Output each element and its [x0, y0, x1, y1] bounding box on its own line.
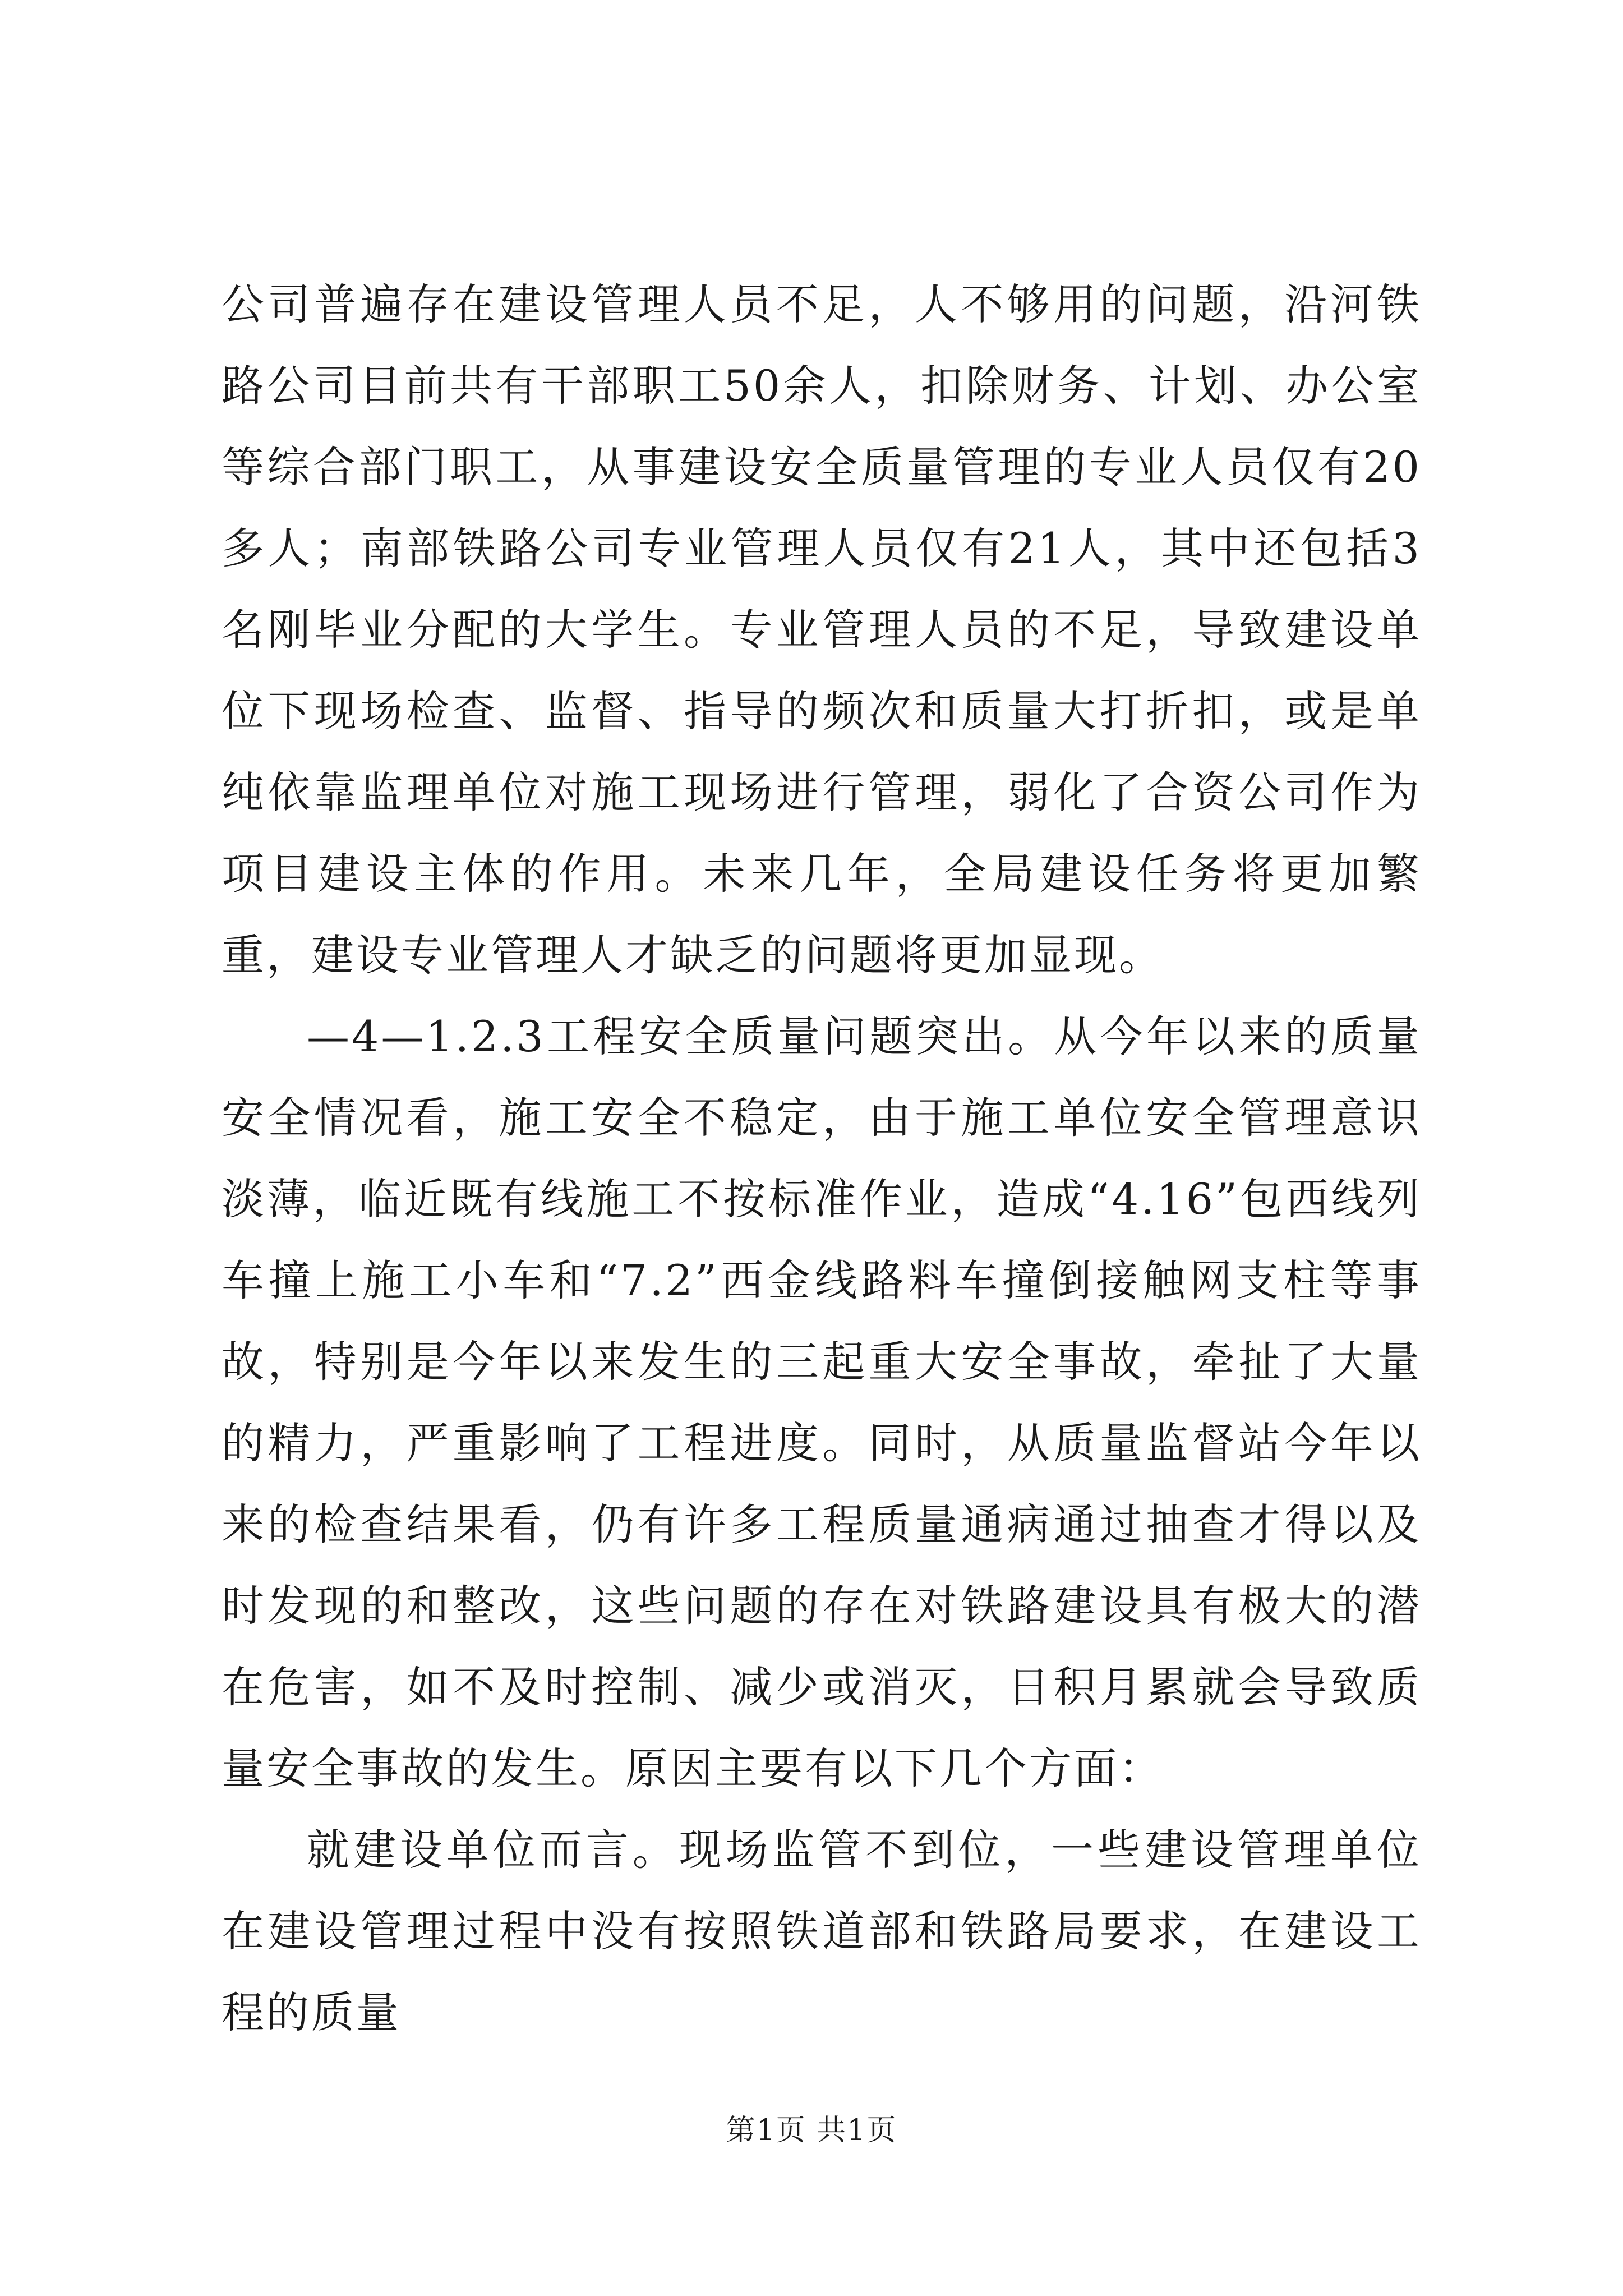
- page-footer: 第1页 共1页: [726, 2114, 897, 2147]
- paragraph-2: —4—1.2.3工程安全质量问题突出。从今年以来的质量安全情况看，施工安全不稳定，由于施工单位安全管理意识淡薄，临近既有线施工不按标准作业，造成“4.16”包西线列车撞上施工小车和“7.2”西金线路料车撞倒接触网支柱等事故，特别是今年以来发生的三起重大安全事故，牵扯了大量的精力，严重影响了工程进度。同时，从质量监督站今年以来的检查结果看，仍有许多工程质量通病通过抽查才得以及时发现的和整改，这些问题的存在对铁路建设具有极大的潜在危害，如不及时控制、减少或消灭，日积月累就会导致质量安全事故的发生。原因主要有以下几个方面：: [222, 1011, 1422, 1793]
- paragraph-1: 公司普遍存在建设管理人员不足，人不够用的问题，沿河铁路公司目前共有干部职工50余人，扣除财务、计划、办公室等综合部门职工，从事建设安全质量管理的专业人员仅有20多人；南部铁路公司专业管理人员仅有21人，其中还包括3名刚毕业分配的大学生。专业管理人员的不足，导致建设单位下现场检查、监督、指导的频次和质量大打折扣，或是单纯依靠监理单位对施工现场进行管理，弱化了合资公司作为项目建设主体的作用。未来几年，全局建设任务将更加繁重，建设专业管理人才缺乏的问题将更加显现。: [222, 279, 1422, 980]
- paragraph-3: 就建设单位而言。现场监管不到位，一些建设管理单位在建设管理过程中没有按照铁道部和铁路局要求，在建设工程的质量: [222, 1825, 1422, 2037]
- document-body: [222, 264, 1422, 2053]
